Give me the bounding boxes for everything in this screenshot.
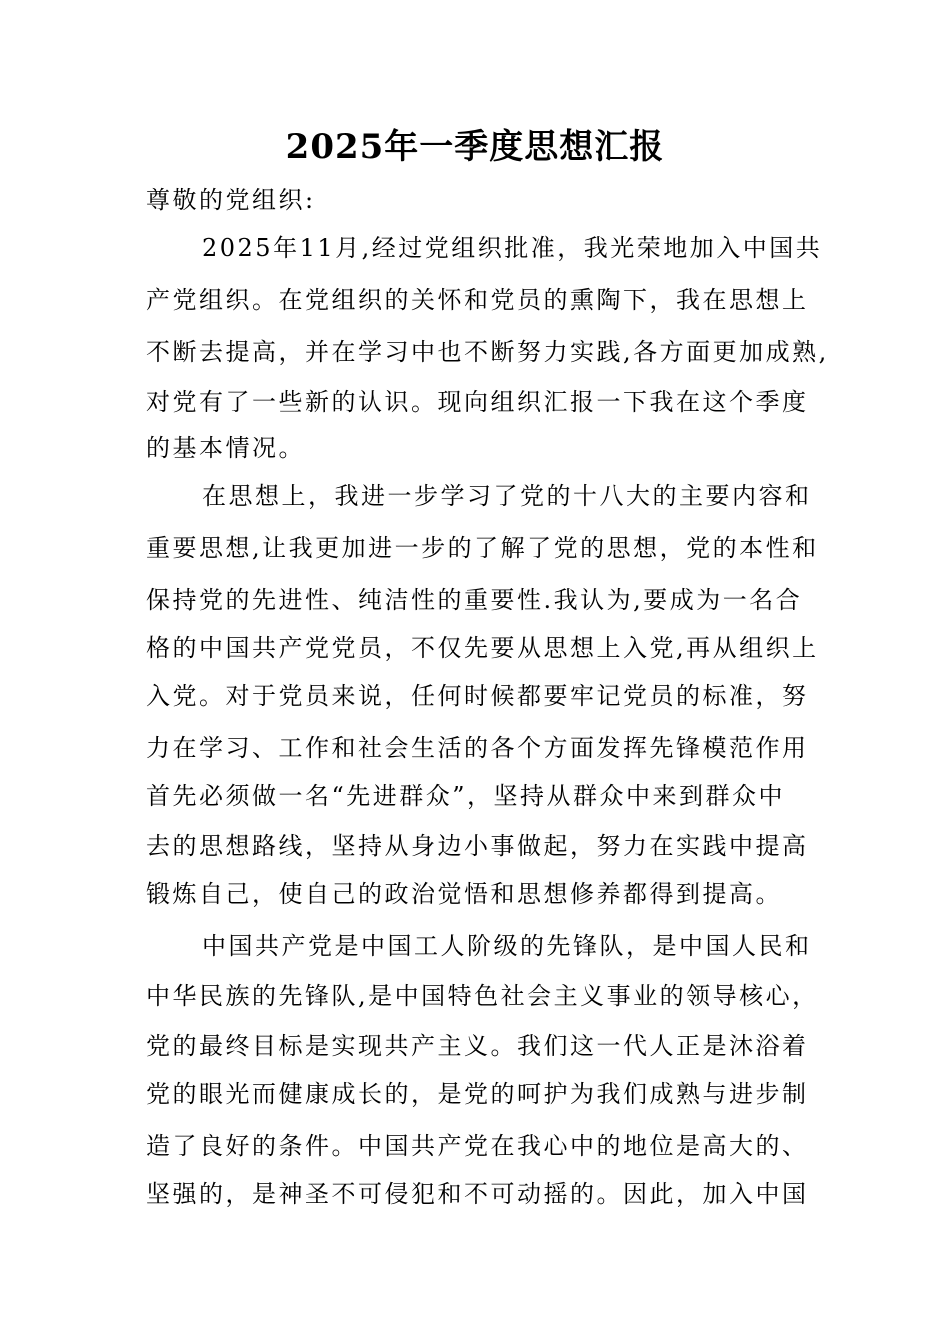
paragraph-line: 入党。对于党员来说，任何时候都要牢记党员的标准，努 xyxy=(146,682,809,710)
paragraph-line: 保持党的先进性、纯洁性的重要性.我认为,要成为一名合 xyxy=(146,586,803,614)
paragraph-line: 不断去提高，并在学习中也不断努力实践,各方面更加成熟, xyxy=(146,338,829,366)
paragraph-line: 力在学习、工作和社会生活的各个方面发挥先锋模范作用 xyxy=(146,734,809,762)
paragraph-line: 党的最终目标是实现共产主义。我们这一代人正是沐浴着 xyxy=(146,1032,809,1060)
paragraph-line: 坚强的，是神圣不可侵犯和不可动摇的。因此，加入中国 xyxy=(146,1180,809,1208)
paragraph-line: 造了良好的条件。中国共产党在我心中的地位是高大的、 xyxy=(146,1132,809,1160)
paragraph-line: 格的中国共产党党员，不仅先要从思想上入党,再从组织上 xyxy=(146,634,819,662)
paragraph-line: 2025年11月,经过党组织批准，我光荣地加入中国共 xyxy=(202,234,823,262)
paragraph-line: 中华民族的先锋队,是中国特色社会主义事业的领导核心， xyxy=(146,982,819,1010)
paragraph-line: 首先必须做一名“先进群众”，坚持从群众中来到群众中 xyxy=(146,782,786,810)
paragraph-line: 中国共产党是中国工人阶级的先锋队，是中国人民和 xyxy=(202,932,812,960)
paragraph-line: 锻炼自己，使自己的政治觉悟和思想修养都得到提高。 xyxy=(146,880,782,908)
paragraph-line: 的基本情况。 xyxy=(146,434,305,462)
paragraph-line: 产党组织。在党组织的关怀和党员的熏陶下，我在思想上 xyxy=(146,286,809,314)
paragraph-line: 在思想上，我进一步学习了党的十八大的主要内容和 xyxy=(202,482,812,510)
document-title: 2025年一季度思想汇报 xyxy=(285,127,665,167)
paragraph-line: 对党有了一些新的认识。现向组织汇报一下我在这个季度 xyxy=(146,388,809,416)
paragraph-line: 党的眼光而健康成长的，是党的呵护为我们成熟与进步制 xyxy=(146,1080,809,1108)
paragraph-line: 去的思想路线，坚持从身边小事做起，努力在实践中提高 xyxy=(146,832,809,860)
salutation: 尊敬的党组织: xyxy=(146,186,316,214)
paragraph-line: 重要思想,让我更加进一步的了解了党的思想，党的本性和 xyxy=(146,534,819,562)
